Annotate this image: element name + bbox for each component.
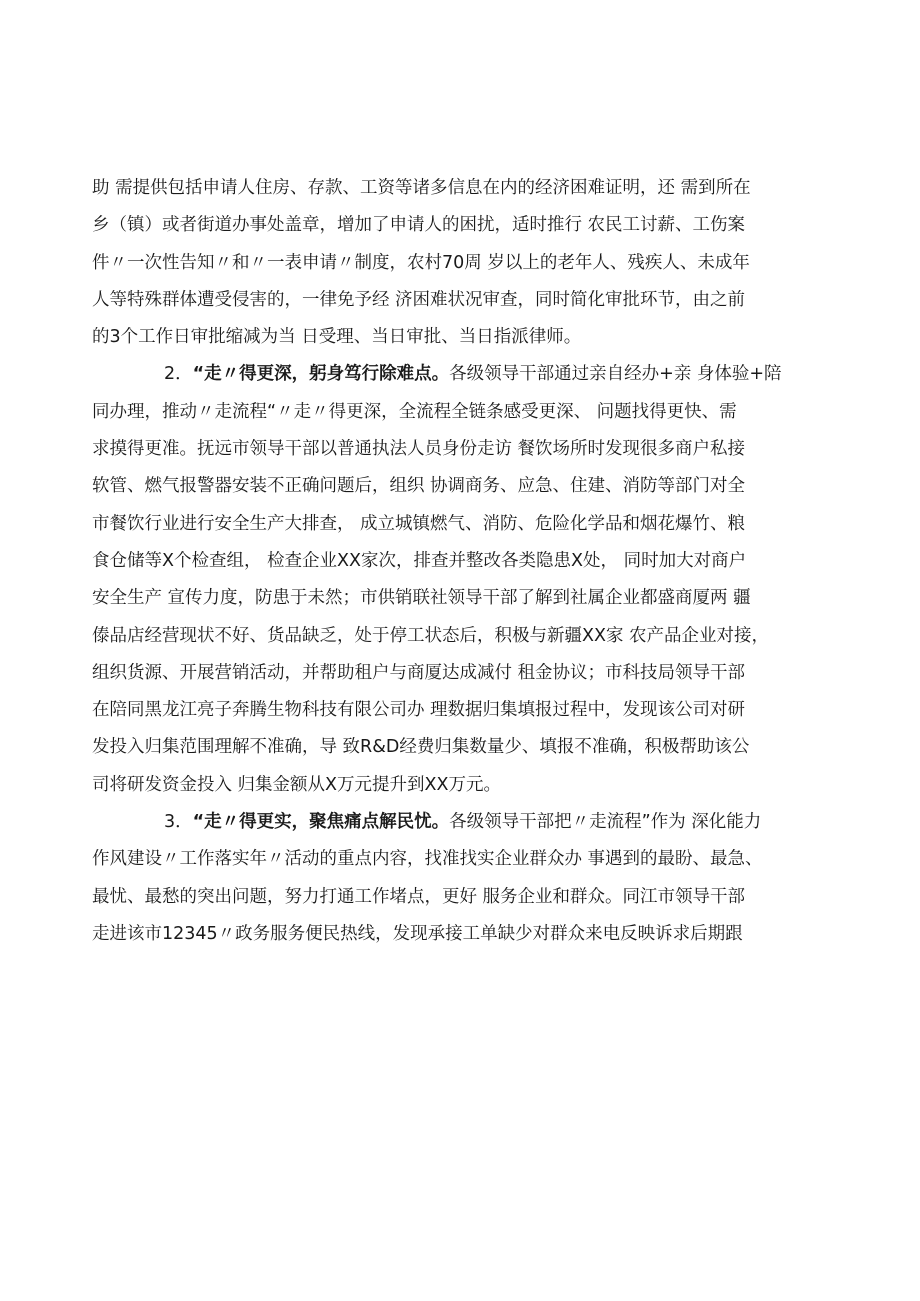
text-line: 同办理，推动〃走流程“〃走〃得更深，全流程全链条感受更深、 问题找得更快、需 [92, 401, 737, 422]
section-3-lead-text: 各级领导干部把〃走流程”作为 深化能力 [449, 812, 762, 833]
section-2-lead-text: 各级领导干部通过亲自经办+亲 身体验+陪 [449, 364, 782, 385]
paragraph-1 [92, 170, 822, 356]
section-3-heading: “走〃得更实，聚焦痛点解民忧。 [192, 812, 450, 833]
text-line: 食仓储等X个检查组， 检查企业XX家次，排查并整改各类隐患X处， 同时加大对商户 [92, 550, 747, 571]
section-3-number: 3． [164, 812, 193, 833]
section-2-paragraph [92, 356, 822, 804]
text-line: 市餐饮行业进行安全生产大排查， 成立城镇燃气、消防、危险化学品和烟花爆竹、粮 [92, 513, 746, 534]
section-3-paragraph [92, 804, 822, 953]
text-line: 组织货源、开展营销活动，并帮助租户与商厦达成减付 租金协议；市科技局领导干部 [92, 662, 746, 683]
text-line: 的3个工作日审批缩减为当 日受理、当日审批、当日指派律师。 [92, 327, 582, 348]
text-line: 安全生产 宣传力度，防患于未然；市供销联社领导干部了解到社属企业都盛商厦两 疆 [92, 588, 751, 609]
section-2-first-line [92, 356, 822, 393]
text-line: 助 需提供包括申请人住房、存款、工资等诸多信息在内的经济困难证明，还 需到所在 [92, 178, 751, 198]
text-line: 乡（镇）或者街道办事处盖章，增加了申请人的困扰，适时推行 农民工讨薪、工伤案 [92, 215, 746, 236]
section-2-heading: “走〃得更深，躬身笃行除难点。 [192, 364, 450, 385]
section-3-first-line [92, 804, 822, 841]
text-line: 件〃一次性告知〃和〃一表申请〃制度，农村70周 岁以上的老年人、残疾人、未成年 [92, 252, 750, 273]
text-line: 在陪同黑龙江亮子奔腾生物科技有限公司办 理数据归集填报过程中，发现该公司对研 [92, 700, 746, 721]
document-body [92, 170, 822, 953]
text-line: 求摸得更准。抚远市领导干部以普通执法人员身份走访 餐饮场所时发现很多商户私接 [92, 439, 746, 460]
text-line: 司将研发资金投入 归集金额从X万元提升到XX万元。 [92, 774, 502, 795]
text-line: 发投入归集范围理解不准确，导 致R&D经费归集数量少、填报不准确，积极帮助该公 [92, 737, 750, 758]
text-line: 人等特殊群体遭受侵害的，一律免予经 济困难状况审查，同时简化审批环节，由之前 [92, 289, 746, 310]
text-line: 最忧、最愁的突出问题，努力打通工作堵点，更好 服务企业和群众。同江市领导干部 [92, 886, 746, 907]
text-line: 软管、燃气报警器安装不正确问题后，组织 协调商务、应急、住建、消防等部门对全 [92, 476, 746, 497]
section-2-number: 2． [164, 364, 193, 385]
text-line: 傣品店经营现状不好、货品缺乏，处于停工状态后，积极与新疆XX家 农产品企业对接， [92, 625, 770, 646]
text-line: 走进该市12345〃政务服务便民热线，发现承接工单缺少对群众来电反映诉求后期跟 [92, 923, 743, 944]
text-line: 作风建设〃工作落实年〃活动的重点内容，找准找实企业群众办 事遇到的最盼、最急、 [92, 849, 763, 870]
